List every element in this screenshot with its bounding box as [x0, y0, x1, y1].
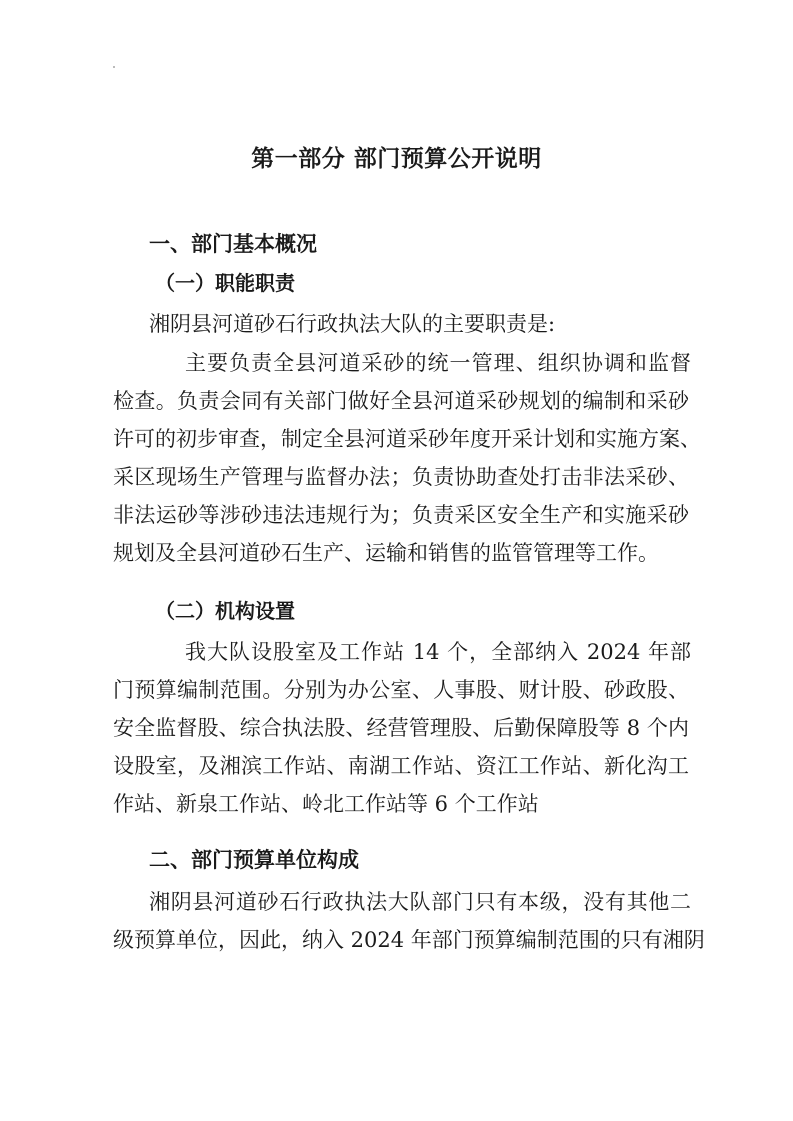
org-line: 设股室，及湘滨工作站、南湖工作站、资江工作站、新化沟工	[113, 754, 689, 778]
subsection-heading-organization: （二）机构设置	[155, 599, 295, 623]
duties-line: 主要负责全县河道采砂的统一管理、组织协调和监督	[185, 351, 691, 375]
duties-line: 采区现场生产管理与监督办法；负责协助查处打击非法采砂、	[113, 465, 689, 489]
org-line: 我大队设股室及工作站 14 个，全部纳入 2024 年部	[185, 640, 691, 664]
units-line: 湘阴县河道砂石行政执法大队部门只有本级，没有其他二	[149, 890, 691, 914]
document-title: 第一部分 部门预算公开说明	[251, 146, 542, 172]
duties-line: 许可的初步审查，制定全县河道采砂年度开采计划和实施方案、	[113, 427, 701, 451]
duties-line: 检查。负责会同有关部门做好全县河道采砂规划的编制和采砂	[113, 389, 689, 413]
duties-line: 规划及全县河道砂石生产、运输和销售的监管管理等工作。	[113, 541, 659, 565]
subsection-heading-duties: （一）职能职责	[155, 271, 295, 295]
duties-intro: 湘阴县河道砂石行政执法大队的主要职责是:	[149, 312, 556, 336]
duties-line: 非法运砂等涉砂违法违规行为；负责采区安全生产和实施采砂	[113, 503, 689, 527]
section-heading-basic-overview: 一、部门基本概况	[149, 232, 317, 256]
units-line: 级预算单位，因此，纳入 2024 年部门预算编制范围的只有湘阴	[113, 928, 705, 952]
org-line: 门预算编制范围。分别为办公室、人事股、财计股、砂政股、	[113, 678, 689, 702]
org-line: 作站、新泉工作站、岭北工作站等 6 个工作站	[113, 792, 539, 816]
org-line: 安全监督股、综合执法股、经营管理股、后勤保障股等 8 个内	[113, 716, 689, 740]
scan-speck	[113, 66, 115, 68]
section-heading-budget-units: 二、部门预算单位构成	[149, 848, 359, 872]
